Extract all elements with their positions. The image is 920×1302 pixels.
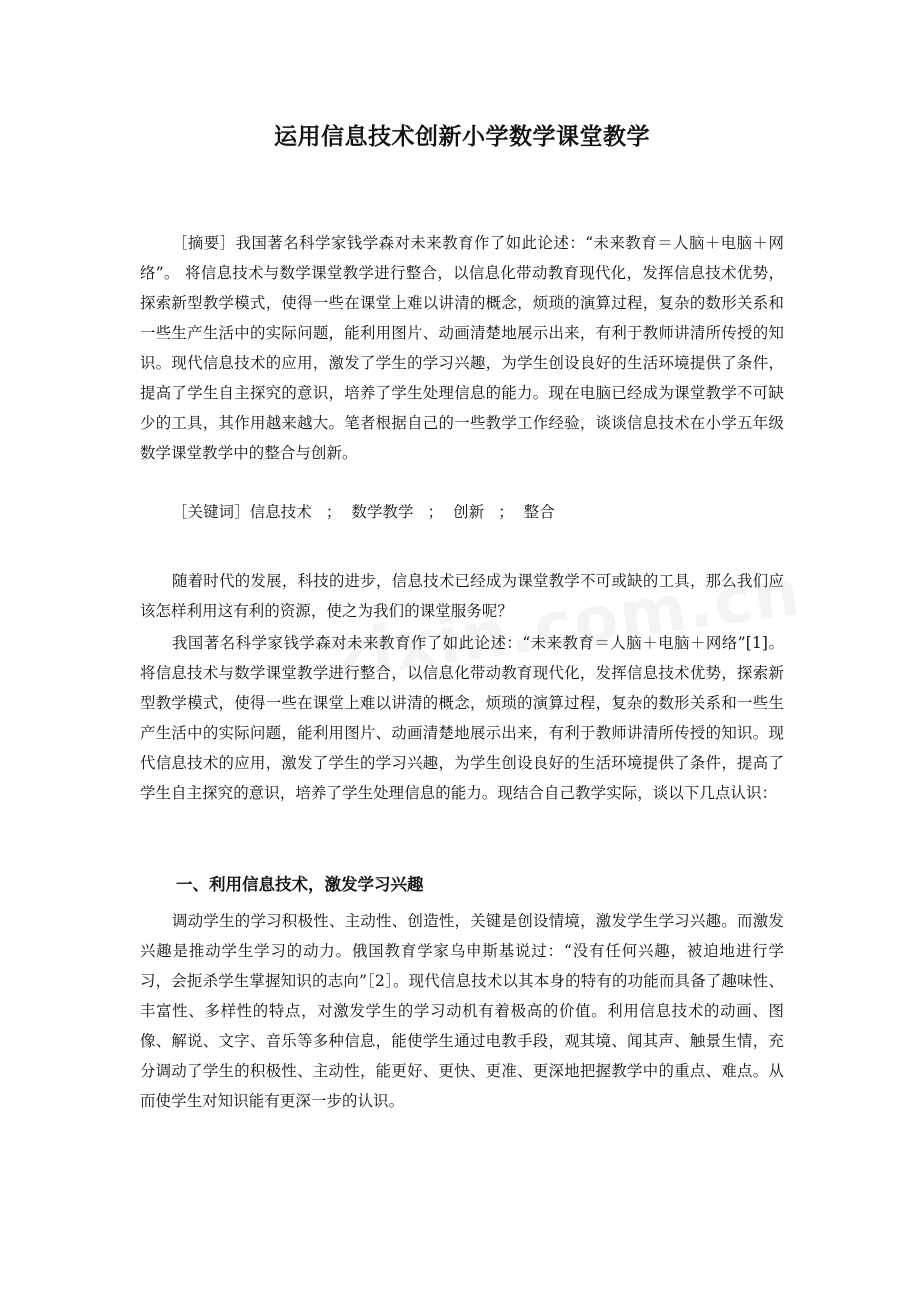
keyword-item: 整合 bbox=[523, 503, 555, 521]
keyword-separator: ； bbox=[498, 503, 514, 521]
keyword-separator: ； bbox=[427, 503, 444, 521]
document-title: 运用信息技术创新小学数学课堂教学 bbox=[274, 124, 650, 150]
body-paragraph: 我国著名科学家钱学森对未来教育作了如此论述：“未来教育＝人脑＋电脑＋网络”[1]。将信息技术与数学课堂教学进行整合，以信息化带动教育现代化，发挥信息技术优势，探索新型教学模式，使得一些在课堂上难以讲清的概念，烦琐的演算过程，复杂的数形关系和一些生产生活中的实际问题，能利用图片、动画清楚地展示出来，有利于教师讲清所传授的知识。现代信息技术的应用，激发了学生的学习兴趣，为学生创设良好的生活环境提供了条件，提高了学生自主探究的意识，培养了学生处理信息的能力。现结合自己教学实际，谈以下几点认识： bbox=[140, 634, 784, 802]
keyword-separator: ； bbox=[325, 503, 342, 521]
keyword-item: 数学教学 bbox=[351, 503, 414, 521]
keyword-item: 创新 bbox=[453, 503, 485, 521]
keyword-item: 信息技术 bbox=[249, 503, 312, 521]
keywords-label: ［关键词］ bbox=[172, 503, 250, 521]
keywords-paragraph bbox=[140, 497, 784, 527]
abstract-label: ［摘要］ bbox=[172, 234, 236, 252]
abstract-text: 我国著名科学家钱学森对未来教育作了如此论述：“未来教育＝人脑＋电脑＋网络”。 将信息技术与数学课堂教学进行整合，以信息化带动教育现代化，发挥信息技术优势，探索新型教学模式，使得一些在课堂上难以讲清的概念，烦琐的演算过程，复杂的数形关系和一些生产生活中的实际问题，能利用图片、动画清楚地展示出来，有利于教师讲清所传授的知识。现代信息技术的应用，激发了学生的学习兴趣，为学生创设良好的生活环境提供了条件，提高了学生自主探究的意识，培养了学生处理信息的能力。现在电脑已经成为课堂教学不可缺少的工具，其作用越来越大。笔者根据自己的一些教学工作经验，谈谈信息技术在小学五年级数学课堂教学中的整合与创新。 bbox=[140, 234, 784, 462]
section-paragraph: 调动学生的学习积极性、主动性、创造性，关键是创设情境，激发学生学习兴趣。而激发兴趣是推动学生学习的动力。俄国教育学家乌申斯基说过：“没有任何兴趣，被迫地进行学习，会扼杀学生掌握知识的志向”［2］。现代信息技术以其本身的特有的功能而具备了趣味性、丰富性、多样性的特点，对激发学生的学习动机有着极高的价值。利用信息技术的动画、图像、解说、文字、音乐等多种信息，能使学生通过电教手段，观其境、闻其声、触景生情，充分调动了学生的积极性、主动性，能更好、更快、更准、更深地把握教学中的重点、难点。从而使学生对知识能有更深一步的认识。 bbox=[140, 912, 784, 1110]
section-heading: 一、利用信息技术，激发学习兴趣 bbox=[176, 875, 424, 894]
intro-paragraph: 随着时代的发展，科技的进步，信息技术已经成为课堂教学不可或缺的工具，那么我们应该怎样利用这有利的资源，使之为我们的课堂服务呢？ bbox=[140, 572, 784, 620]
abstract-paragraph bbox=[140, 228, 784, 468]
